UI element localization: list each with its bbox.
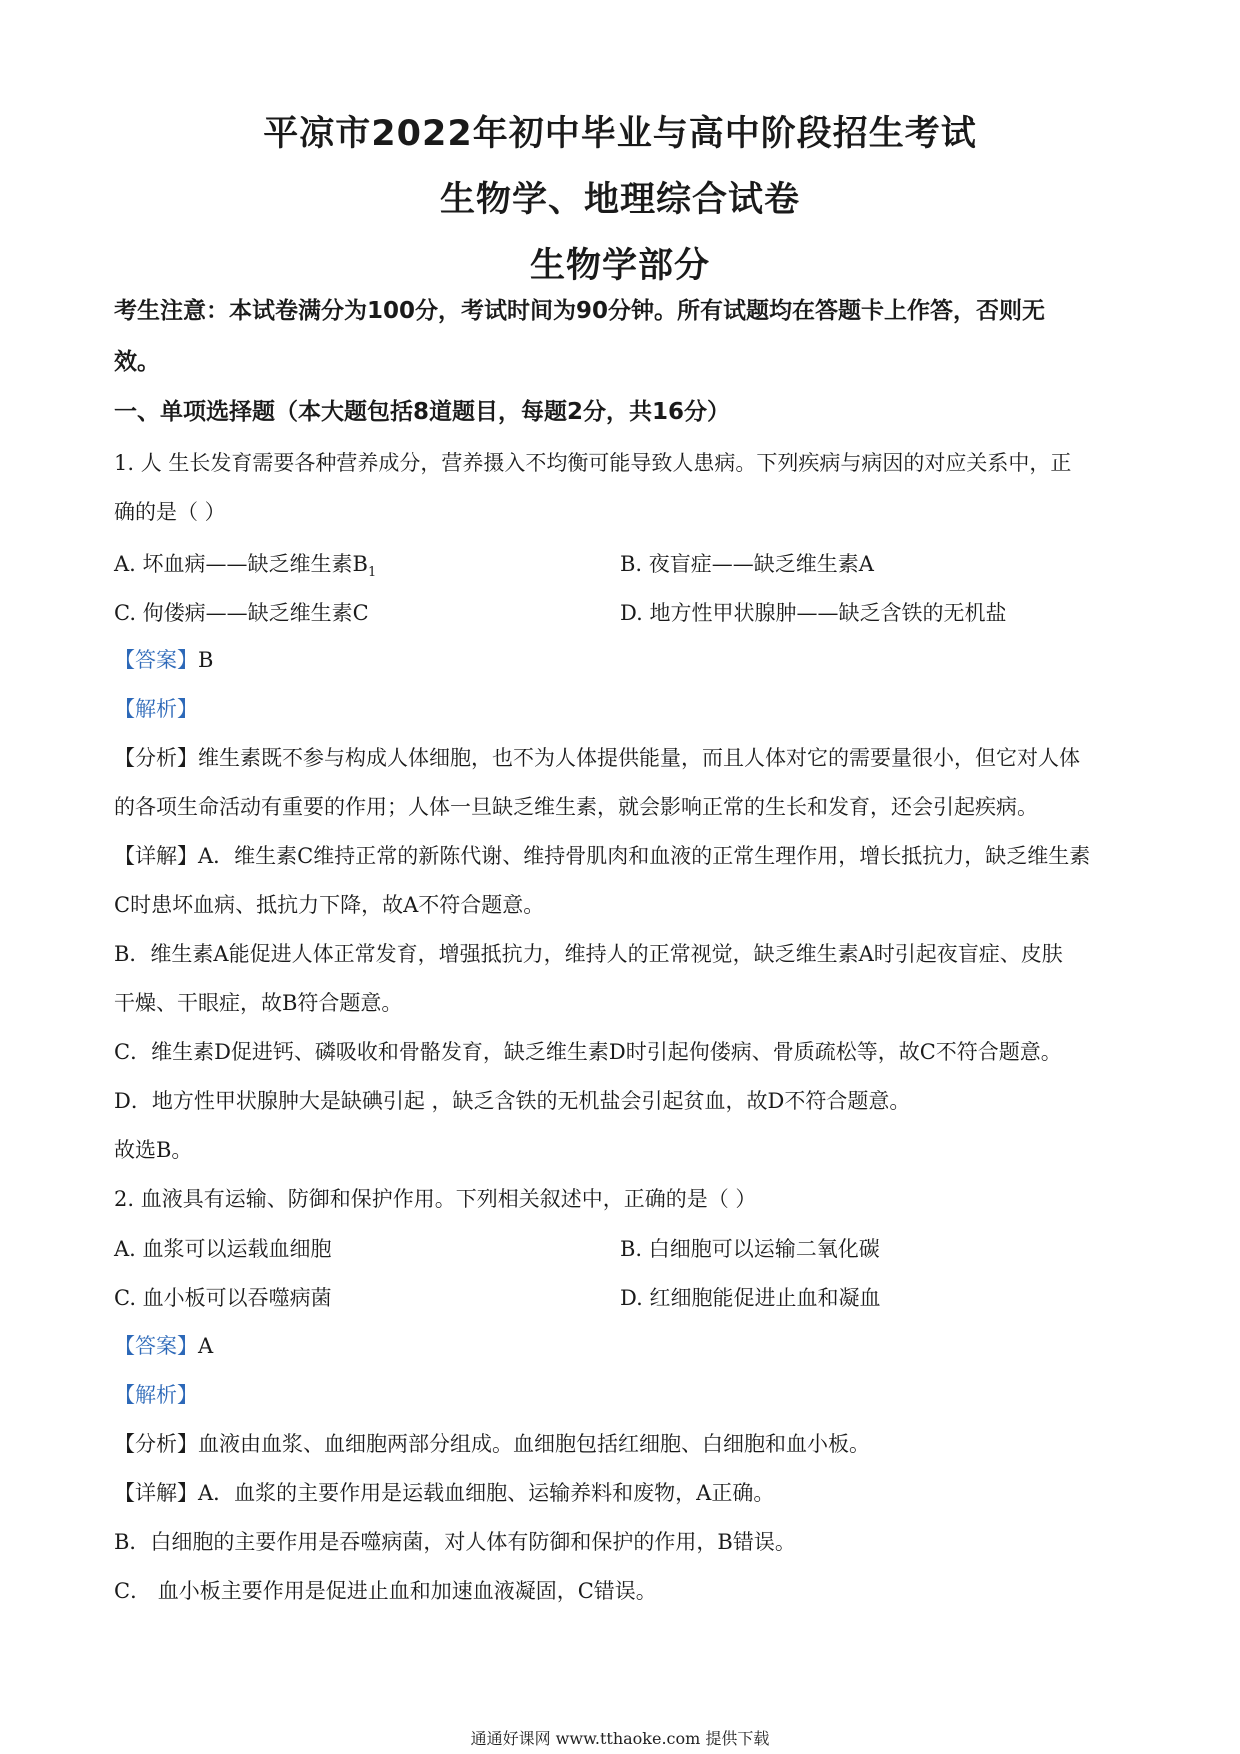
answer-value: A — [198, 1334, 214, 1358]
q1-option-a — [114, 548, 376, 580]
q1-xiangjie-line-5: C．维生素D促进钙、磷吸收和骨骼发育，缺乏维生素D时引起佝偻病、骨质疏松等，故C不符合题意。 — [114, 1040, 1062, 1064]
q2-option-c: C. 血小板可以吞噬病菌 — [114, 1286, 332, 1310]
q1-option-c: C. 佝偻病——缺乏维生素C — [114, 601, 369, 625]
q2-stem: 2. 血液具有运输、防御和保护作用。下列相关叙述中，正确的是（ ） — [114, 1187, 757, 1211]
q2-analysis-tag: 【解析】 — [114, 1383, 198, 1407]
q1-xiangjie-line-4: 干燥、干眼症，故B符合题意。 — [114, 991, 403, 1015]
q1-option-b: B. 夜盲症——缺乏维生素A — [620, 552, 874, 576]
xiangjie-tag: 【详解】 — [114, 844, 198, 868]
xiangjie-text: A．血浆的主要作用是运载血细胞、运输养料和废物，A正确。 — [198, 1481, 775, 1505]
q1-option-d: D. 地方性甲状腺肿——缺乏含铁的无机盐 — [620, 601, 1007, 625]
fenxi-text: 维生素既不参与构成人体细胞，也不为人体提供能量，而且人体对它的需要量很小，但它对人体 — [198, 746, 1080, 770]
q1-fenxi-line-1 — [114, 743, 1134, 773]
exam-title: 平凉市2022年初中毕业与高中阶段招生考试 — [263, 114, 977, 154]
answer-value: B — [198, 648, 214, 672]
q2-option-d: D. 红细胞能促进止血和凝血 — [620, 1286, 881, 1310]
answer-tag: 【答案】 — [114, 1334, 198, 1358]
q1-fenxi-line-2: 的各项生命活动有重要的作用；人体一旦缺乏维生素，就会影响正常的生长和发育，还会引起疾病。 — [114, 795, 1038, 819]
q1-option-a-subscript: 1 — [367, 565, 377, 581]
q1-xiangjie-line-3: B．维生素A能促进人体正常发育，增强抵抗力，维持人的正常视觉，缺乏维生素A时引起夜盲症、皮肤 — [114, 942, 1063, 966]
fenxi-tag: 【分析】 — [114, 746, 198, 770]
q1-conclusion: 故选B。 — [114, 1138, 193, 1162]
q2-xiangjie-line-3: C． 血小板主要作用是促进止血和加速血液凝固，C错误。 — [114, 1579, 657, 1603]
xiangjie-text: A．维生素C维持正常的新陈代谢、维持骨肌肉和血液的正常生理作用，增长抵抗力，缺乏维生素 — [198, 844, 1091, 868]
q2-answer — [114, 1331, 1134, 1361]
q2-fenxi-line-1 — [114, 1429, 1134, 1459]
answer-tag: 【答案】 — [114, 648, 198, 672]
q2-option-a: A. 血浆可以运载血细胞 — [114, 1237, 332, 1261]
footer-source: 通通好课网 www.tthaoke.com 提供下载 — [470, 1729, 770, 1748]
notice-line-1: 考生注意：本试卷满分为100分，考试时间为90分钟。所有试题均在答题卡上作答，否则无 — [114, 298, 1046, 324]
q2-option-b: B. 白细胞可以运输二氧化碳 — [620, 1237, 880, 1261]
q1-analysis-tag: 【解析】 — [114, 697, 198, 721]
exam-subtitle: 生物学、地理综合试卷 — [439, 180, 800, 220]
q1-xiangjie-line-2: C时患坏血病、抵抗力下降，故A不符合题意。 — [114, 893, 545, 917]
q1-stem-line-2: 确的是（ ） — [114, 500, 226, 524]
q2-xiangjie-line-1 — [114, 1478, 1134, 1508]
q1-stem-line-1: 1. 人 生长发育需要各种营养成分，营养摄入不均衡可能导致人患病。下列疾病与病因的对应关系中，正 — [114, 451, 1072, 475]
q1-option-a-text: A. 坏血病——缺乏维生素B — [114, 552, 368, 576]
xiangjie-tag: 【详解】 — [114, 1481, 198, 1505]
q1-answer — [114, 645, 1134, 675]
fenxi-tag: 【分析】 — [114, 1432, 198, 1456]
q2-xiangjie-line-2: B．白细胞的主要作用是吞噬病菌，对人体有防御和保护的作用，B错误。 — [114, 1530, 796, 1554]
q1-xiangjie-line-6: D．地方性甲状腺肿大是缺碘引起 ，缺乏含铁的无机盐会引起贫血，故D不符合题意。 — [114, 1089, 911, 1113]
notice-line-2: 效。 — [114, 349, 160, 375]
section-heading: 一、单项选择题（本大题包括8道题目，每题2分，共16分） — [114, 399, 731, 425]
q1-xiangjie-line-1 — [114, 841, 1134, 871]
fenxi-text: 血液由血浆、血细胞两部分组成。血细胞包括红细胞、白细胞和血小板。 — [198, 1432, 870, 1456]
section-title: 生物学部分 — [529, 246, 710, 286]
